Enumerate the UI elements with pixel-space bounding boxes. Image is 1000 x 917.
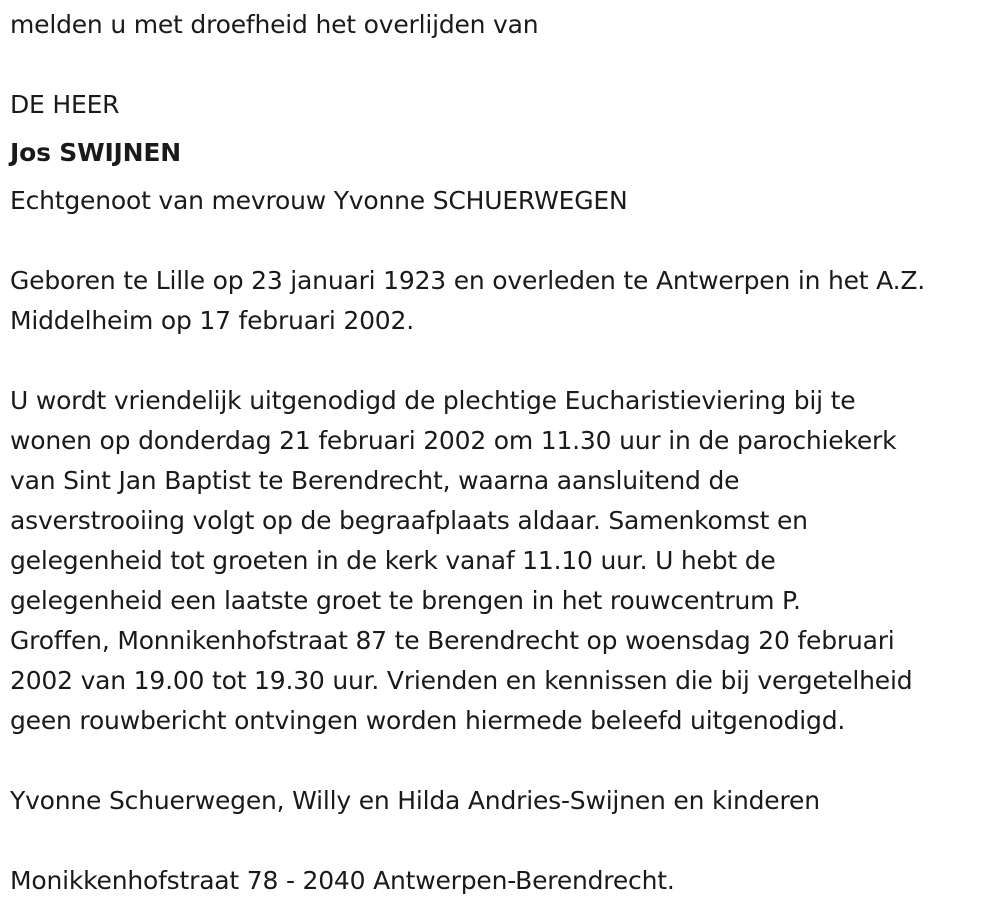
- intro-text: melden u met droefheid het overlijden van: [10, 10, 539, 39]
- paragraph-line: wonen op donderdag 21 februari 2002 om 11.30 uur in de parochiekerk: [10, 426, 897, 455]
- family-signatories: Yvonne Schuerwegen, Willy en Hilda Andries-Swijnen en kinderen: [10, 786, 820, 815]
- obituary-notice: [10, 0, 995, 901]
- paragraph-line: geen rouwbericht ontvingen worden hiermede beleefd uitgenodigd.: [10, 706, 846, 735]
- correspondence-address: Monikkenhofstraat 78 - 2040 Antwerpen-Berendrecht.: [10, 866, 675, 895]
- deceased-name: Jos SWIJNEN: [10, 138, 181, 167]
- spouse-text: Echtgenoot van mevrouw Yvonne SCHUERWEGEN: [10, 186, 628, 215]
- paragraph-line: gelegenheid tot groeten in de kerk vanaf 11.10 uur. U hebt de: [10, 546, 776, 575]
- honorific-title: DE HEER: [10, 90, 120, 119]
- paragraph-line: van Sint Jan Baptist te Berendrecht, waarna aansluitend de: [10, 466, 740, 495]
- paragraph-line: Middelheim op 17 februari 2002.: [10, 306, 414, 335]
- paragraph-line: 2002 van 19.00 tot 19.30 uur. Vrienden en kennissen die bij vergetelheid: [10, 666, 913, 695]
- invitation-paragraph: [10, 381, 995, 741]
- paragraph-line: U wordt vriendelijk uitgenodigd de plechtige Eucharistieviering bij te: [10, 386, 856, 415]
- birth-death-paragraph: [10, 261, 995, 341]
- paragraph-line: Groffen, Monnikenhofstraat 87 te Berendrecht op woensdag 20 februari: [10, 626, 895, 655]
- paragraph-line: Geboren te Lille op 23 januari 1923 en overleden te Antwerpen in het A.Z.: [10, 266, 926, 295]
- paragraph-line: asverstrooiing volgt op de begraafplaats aldaar. Samenkomst en: [10, 506, 808, 535]
- paragraph-line: gelegenheid een laatste groet te brengen in het rouwcentrum P.: [10, 586, 801, 615]
